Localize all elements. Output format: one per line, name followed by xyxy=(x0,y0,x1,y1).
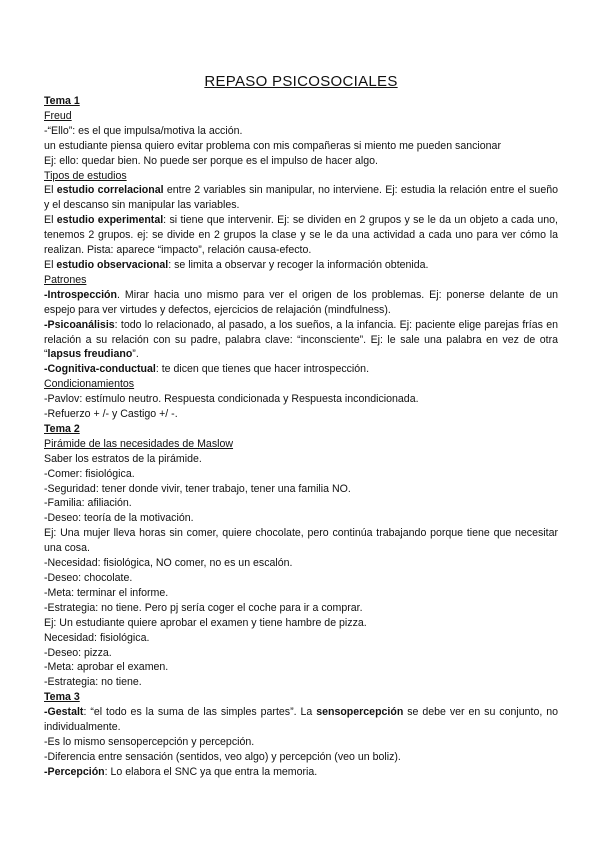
experimental-term: estudio experimental xyxy=(56,214,164,227)
document-page xyxy=(44,72,558,780)
maslow-line: -Deseo: teoría de la motivación. xyxy=(44,512,194,525)
freud-line-1: -“Ello”: es el que impulsa/motiva la acción. xyxy=(44,124,243,137)
introspeccion-term: -Introspección xyxy=(44,288,117,301)
correlacional-paragraph xyxy=(44,183,558,213)
freud-subheading: Freud xyxy=(44,109,72,122)
tema2-heading: Tema 2 xyxy=(44,422,80,435)
observacional-paragraph xyxy=(44,258,558,273)
maslow-line: -Familia: afiliación. xyxy=(44,497,132,510)
maslow-line: -Meta: terminar el informe. xyxy=(44,586,169,599)
maslow-line: Necesidad: fisiológica. xyxy=(44,631,150,644)
maslow-subheading: Pirámide de las necesidades de Maslow xyxy=(44,437,234,450)
maslow-line: -Deseo: chocolate. xyxy=(44,572,133,584)
cognitiva-paragraph xyxy=(44,362,558,377)
tema3-heading: Tema 3 xyxy=(44,691,80,704)
observacional-term: estudio observacional xyxy=(56,258,169,271)
correlacional-text: entre 2 variables sin manipular, no interviene. Ej: estudia la relación entre el sueño y el descanso sin manipular las variables. xyxy=(44,184,559,212)
psicoanalisis-text: : todo lo relacionado, al pasado, a los sueños, a la infancia. Ej: paciente elige parejas frías en relación a su relación con su padre, palabra clave: “inconsciente”. Ej: le sale una palabra en vez de otra “ xyxy=(44,318,558,361)
cognitiva-text: : te dicen que tienes que hacer introspección. xyxy=(155,363,370,376)
introspeccion-text: . Mirar hacia uno mismo para ver el origen de los problemas. Ej: ponerse delante de un espejo para ver virtudes y defectos, ejercicios de relajación (mindfulness). xyxy=(44,288,558,316)
observacional-prefix: El xyxy=(44,258,57,271)
maslow-line: -Necesidad: fisiológica, NO comer, no es un escalón. xyxy=(44,557,293,570)
tipos-subheading: Tipos de estudios xyxy=(44,169,127,182)
maslow-line: -Meta: aprobar el examen. xyxy=(44,661,169,674)
maslow-line: Saber los estratos de la pirámide. xyxy=(44,452,202,465)
introspeccion-paragraph xyxy=(44,288,558,318)
maslow-example-1: Ej: Una mujer lleva horas sin comer, quiere chocolate, pero continúa trabajando porque tiene que necesitar una cosa. xyxy=(44,527,558,555)
patrones-subheading: Patrones xyxy=(44,273,87,286)
observacional-text: : se limita a observar y recoger la información obtenida. xyxy=(168,258,429,271)
page-title: REPASO PSICOSOCIALES xyxy=(204,73,398,90)
experimental-paragraph xyxy=(44,213,558,258)
percepcion-text: : Lo elabora el SNC ya que entra la memoria. xyxy=(104,765,318,778)
lapsus-term: lapsus freudiano xyxy=(47,348,133,361)
refuerzo-line: -Refuerzo + /- y Castigo +/ -. xyxy=(44,408,178,421)
gestalt-end: se debe ver en su conjunto, no individualmente. xyxy=(44,706,558,734)
maslow-line: -Estrategia: no tiene. Pero pj sería coger el coche para ir a comprar. xyxy=(44,601,363,614)
tema3-line-2: -Diferencia entre sensación (sentidos, veo algo) y percepción (veo un boliz). xyxy=(44,750,401,763)
experimental-prefix: El xyxy=(44,214,57,227)
psicoanalisis-paragraph xyxy=(44,318,558,363)
freud-line-3: Ej: ello: quedar bien. No puede ser porque es el impulso de hacer algo. xyxy=(44,154,378,167)
cognitiva-term: -Cognitiva-conductual xyxy=(44,363,156,376)
freud-line-2: un estudiante piensa quiero evitar problema con mis compañeras si miento me pueden sancionar xyxy=(44,139,501,152)
maslow-line: -Deseo: pizza. xyxy=(44,646,112,659)
maslow-line: -Comer: fisiológica. xyxy=(44,467,135,480)
correlacional-prefix: El xyxy=(44,184,57,197)
sensopercepcion-term: sensopercepción xyxy=(316,706,404,719)
gestalt-paragraph xyxy=(44,705,558,735)
tema3-line-1: -Es lo mismo sensopercepción y percepción. xyxy=(44,735,255,748)
tema1-heading: Tema 1 xyxy=(44,95,80,107)
gestalt-text: : “el todo es la suma de las simples partes”. La xyxy=(83,706,317,719)
psicoanalisis-end: ”. xyxy=(132,348,139,361)
maslow-line: -Estrategia: no tiene. xyxy=(44,676,142,689)
gestalt-term: -Gestalt xyxy=(44,706,84,719)
correlacional-term: estudio correlacional xyxy=(56,184,164,197)
psicoanalisis-term: -Psicoanálisis xyxy=(44,318,115,331)
experimental-text: : si tiene que intervenir. Ej: se dividen en 2 grupos y se le da un objeto a cada uno, tenemos 2 grupos. ej: se divide en 2 grupos la clase y se le da una actividad a cada uno para ver cómo la realizan. Pista: aparece “impacto”, relación causa-efecto. xyxy=(44,214,558,257)
maslow-line: Ej: Un estudiante quiere aprobar el examen y tiene hambre de pizza. xyxy=(44,616,367,629)
pavlov-line: -Pavlov: estímulo neutro. Respuesta condicionada y Respuesta incondicionada. xyxy=(44,393,419,406)
maslow-line: -Seguridad: tener donde vivir, tener trabajo, tener una familia NO. xyxy=(44,482,351,495)
percepcion-paragraph xyxy=(44,765,558,780)
percepcion-term: -Percepción xyxy=(44,765,105,778)
condicionamientos-subheading: Condicionamientos xyxy=(44,378,135,391)
